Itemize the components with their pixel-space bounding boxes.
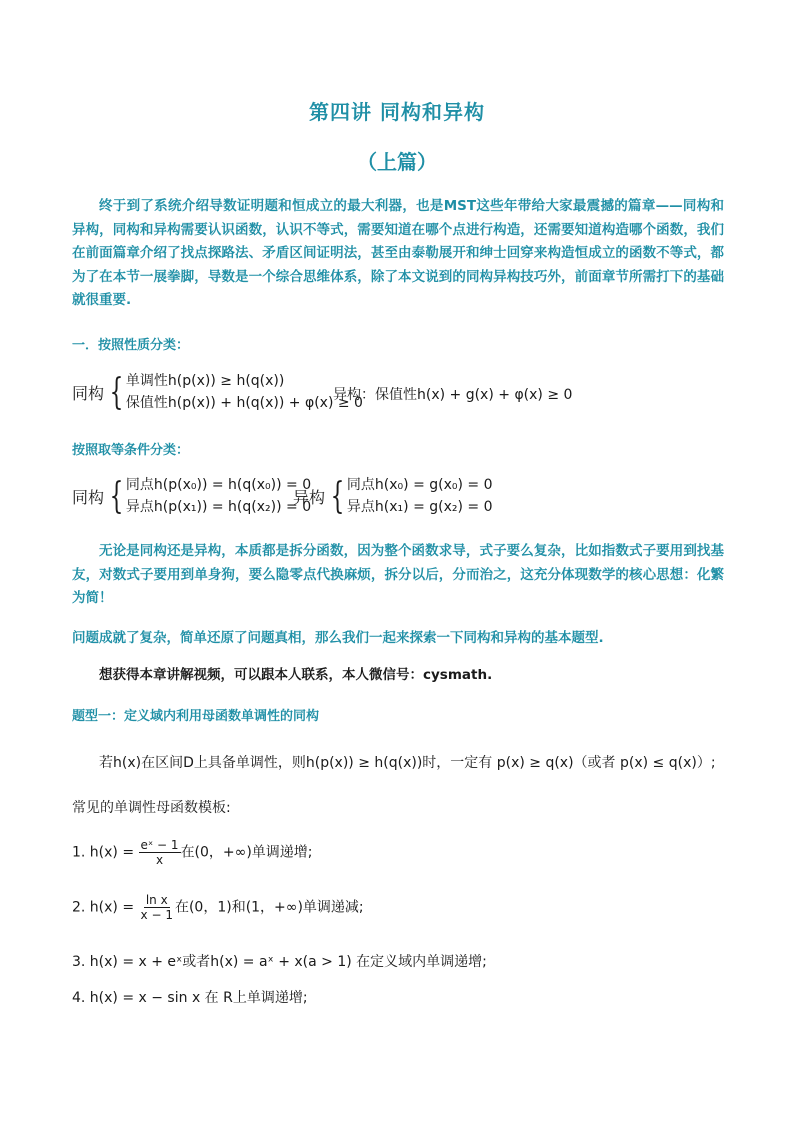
system-line: 单调性h(p(x)) ≥ h(q(x)) [125,373,285,389]
fraction-denominator: x − 1 [140,908,173,922]
intro-paragraph: 终于到了系统介绍导数证明题和恒成立的最大利器，也是MST这些年带给大家最震撼的篇章——同构和异构，同构和异构需要认识函数，认识不等式，需要知道在哪个点进行构造，还需要知道构造哪个函数，我们在前面篇章介绍了找点探路法、矛盾区间证明法，甚至由泰勒展开和绅士回穿来构造恒成立的函数不等式，都为了在本节一展拳脚，导数是一个综合思维体系，除了本文说到的同构异构技巧外，前面章节所需打下的基础就很重要. [72,198,724,308]
fraction-numerator: ln x [145,893,168,907]
video-contact-paragraph: 想获得本章讲解视频，可以跟本人联系，本人微信号：cysmath. [99,667,493,683]
left-brace: { [109,371,124,413]
fraction-denominator: x [155,853,164,867]
system-line: 异点h(x₁) = g(x₂) = 0 [346,499,493,515]
template-item-3: 3. h(x) = x + eˣ或者h(x) = aˣ + x(a > 1) 在定义域内单调递增; [72,954,487,970]
template-suffix: 在(0，+∞)单调递增; [180,844,313,861]
system-line: 异点h(p(x₁)) = h(q(x₂)) = 0 [125,499,312,515]
left-brace: { [109,475,124,517]
tonggou-label: 同构 [72,488,105,507]
fraction [139,838,181,867]
template-suffix: 在(0，1)和(1，+∞)单调递减; [174,899,364,916]
type1-statement: 若h(x)在区间D上具备单调性，则h(p(x)) ≥ h(q(x))时，一定有 p(x) ≥ q(x)（或者 p(x) ≤ q(x)）; [99,755,716,771]
essence-paragraph: 无论是同构还是异构，本质都是拆分函数，因为整个函数求导，式子要么复杂，比如指数式子要用到找基友，对数式子要用到单身狗，要么隐零点代换麻烦，拆分以后，分而治之，这充分体现数学的核心思想：化繁为简！ [72,543,724,606]
tonggou-label: 同构 [72,384,105,403]
template-item-1 [72,838,313,867]
template-item-2 [72,893,364,922]
section-heading-equality: 按照取等条件分类： [72,443,190,458]
template-prefix: 2. h(x) = [72,899,139,916]
page-title: 第四讲 同构和异构 [309,100,485,124]
fraction-numerator: eˣ − 1 [140,838,179,852]
tonggou-equality-system [72,476,311,517]
yigou-label: 异构 [293,488,326,507]
system-line: 同点h(p(x₀)) = h(q(x₀)) = 0 [125,477,312,493]
section-heading-property: 一．按照性质分类： [72,338,190,353]
system-line: 保值性h(p(x)) + h(q(x)) + φ(x) ≥ 0 [125,395,363,411]
template-item-4: 4. h(x) = x − sin x 在 R上单调递增; [72,990,308,1006]
fraction [139,893,175,922]
template-prefix: 1. h(x) = [72,844,139,861]
problem-paragraph: 问题成就了复杂，简单还原了问题真相，那么我们一起来探索一下同构和异构的基本题型. [72,630,604,646]
system-line: 同点h(x₀) = g(x₀) = 0 [346,477,493,493]
yigou-equality-system [293,476,493,517]
yigou-property-formula: 异构：保值性h(x) + g(x) + φ(x) ≥ 0 [333,387,573,403]
left-brace: { [330,475,345,517]
page-subtitle: （上篇） [357,150,437,174]
templates-heading: 常见的单调性母函数模板: [72,800,231,816]
tonggou-property-system [72,372,363,413]
type1-heading: 题型一：定义域内利用母函数单调性的同构 [72,709,320,724]
